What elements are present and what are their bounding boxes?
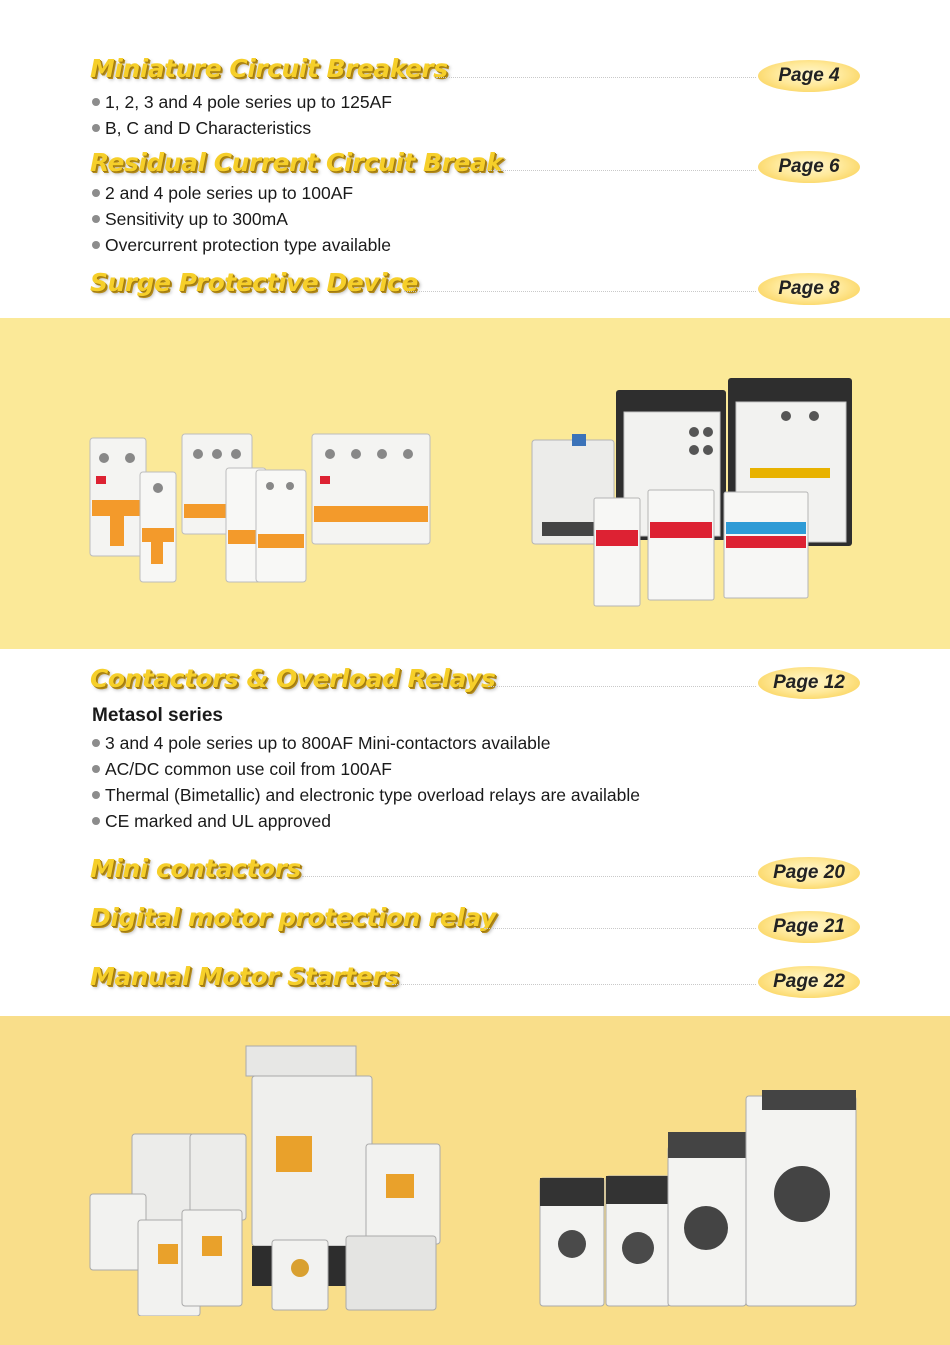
leader-dots xyxy=(404,291,756,292)
subtitle-metasol: Metasol series xyxy=(92,705,223,726)
feature-list-contactors xyxy=(92,730,640,834)
page-ref-mcb[interactable]: Page 4 xyxy=(758,60,860,92)
list-item: B, C and D Characteristics xyxy=(92,115,392,141)
list-item: CE marked and UL approved xyxy=(92,808,640,834)
section-title-contactors: Contactors & Overload Relays xyxy=(90,664,496,693)
list-item: AC/DC common use coil from 100AF xyxy=(92,756,640,782)
list-item: 1, 2, 3 and 4 pole series up to 125AF xyxy=(92,89,392,115)
section-title-spd: Surge Protective Device xyxy=(90,268,418,297)
section-title-mcb: Miniature Circuit Breakers xyxy=(90,54,448,83)
feature-list-mcb xyxy=(92,89,392,141)
manual-motor-starters-photo xyxy=(536,1086,862,1308)
section-title-manual-motor-starters: Manual Motor Starters xyxy=(90,962,399,991)
section-title-rccb: Residual Current Circuit Break xyxy=(90,148,503,177)
leader-dots xyxy=(484,928,756,929)
page-ref-contactors[interactable]: Page 12 xyxy=(758,667,860,699)
page-ref-motor-protection-relay[interactable]: Page 21 xyxy=(758,911,860,943)
page-ref-mini-contactors[interactable]: Page 20 xyxy=(758,857,860,889)
leader-dots xyxy=(488,686,756,687)
page-ref-spd[interactable]: Page 8 xyxy=(758,273,860,305)
leader-dots xyxy=(302,876,756,877)
list-item: 2 and 4 pole series up to 100AF xyxy=(92,180,391,206)
circuit-breakers-photo xyxy=(80,420,460,590)
list-item: Overcurrent protection type available xyxy=(92,232,391,258)
page-ref-rccb[interactable]: Page 6 xyxy=(758,151,860,183)
leader-dots xyxy=(392,984,756,985)
surge-protective-devices-photo xyxy=(528,372,858,608)
page-ref-manual-motor-starters[interactable]: Page 22 xyxy=(758,966,860,998)
leader-dots xyxy=(486,170,756,171)
feature-list-rccb xyxy=(92,180,391,258)
section-title-motor-protection-relay: Digital motor protection relay xyxy=(90,903,496,932)
contactors-photo xyxy=(86,1040,446,1316)
section-title-mini-contactors: Mini contactors xyxy=(90,854,301,883)
list-item: Thermal (Bimetallic) and electronic type overload relays are available xyxy=(92,782,640,808)
list-item: Sensitivity up to 300mA xyxy=(92,206,391,232)
leader-dots xyxy=(436,77,756,78)
list-item: 3 and 4 pole series up to 800AF Mini-contactors available xyxy=(92,730,640,756)
